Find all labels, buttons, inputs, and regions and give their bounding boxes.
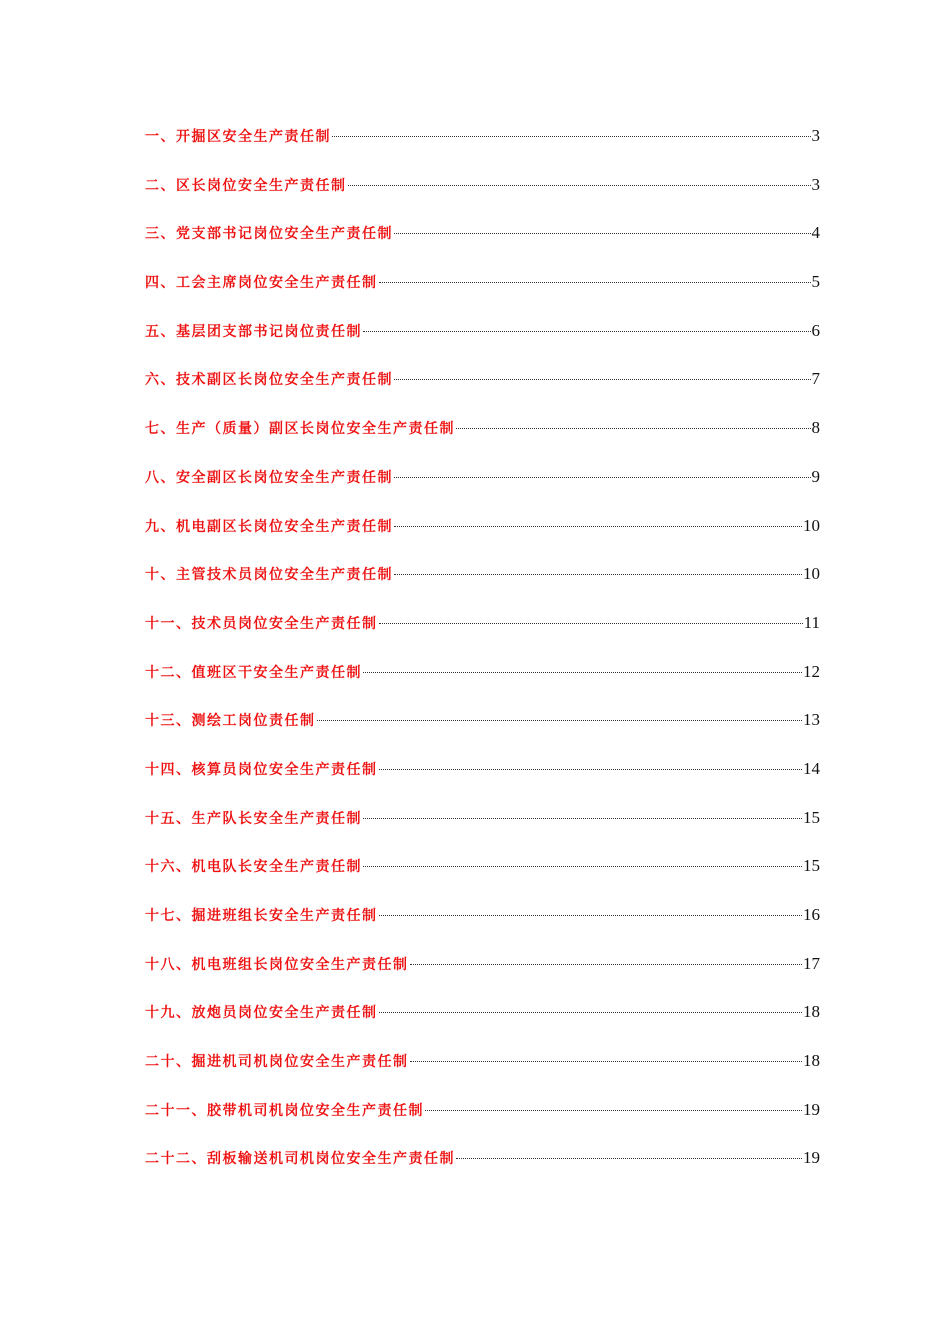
toc-entry-page-number: 7 (811, 369, 820, 389)
table-of-contents (145, 124, 820, 1195)
toc-entry[interactable] (145, 952, 820, 1001)
toc-entry-page-number: 10 (803, 515, 820, 535)
toc-leader-dots (410, 964, 803, 965)
toc-leader-dots (394, 477, 811, 478)
toc-entry-page-number: 18 (803, 1002, 820, 1022)
toc-entry-title[interactable]: 十六、机电队长安全生产责任制 (145, 859, 362, 876)
toc-entry[interactable] (145, 757, 820, 806)
toc-entry-page-number: 18 (803, 1051, 820, 1071)
toc-entry-page-number: 4 (811, 223, 820, 243)
toc-entry-title[interactable]: 十九、放炮员岗位安全生产责任制 (145, 1005, 378, 1022)
toc-entry-page-number: 19 (803, 1099, 820, 1119)
toc-entry-title[interactable]: 二、区长岗位安全生产责任制 (145, 177, 347, 194)
toc-entry-title[interactable]: 二十、掘进机司机岗位安全生产责任制 (145, 1054, 409, 1071)
toc-entry[interactable] (145, 854, 820, 903)
toc-leader-dots (379, 769, 803, 770)
toc-entry-title[interactable]: 十一、技术员岗位安全生产责任制 (145, 615, 378, 632)
toc-entry[interactable] (145, 514, 820, 563)
toc-entry[interactable] (145, 1000, 820, 1049)
toc-leader-dots (456, 428, 811, 429)
toc-entry[interactable] (145, 806, 820, 855)
toc-entry[interactable] (145, 1049, 820, 1098)
toc-entry[interactable] (145, 465, 820, 514)
toc-entry-title[interactable]: 十、主管技术员岗位安全生产责任制 (145, 567, 393, 584)
toc-entry-title[interactable]: 四、工会主席岗位安全生产责任制 (145, 275, 378, 292)
toc-entry[interactable] (145, 660, 820, 709)
toc-entry-title[interactable]: 九、机电副区长岗位安全生产责任制 (145, 518, 393, 535)
toc-leader-dots (394, 233, 811, 234)
toc-leader-dots (394, 574, 802, 575)
toc-entry-title[interactable]: 一、开掘区安全生产责任制 (145, 129, 331, 145)
toc-entry[interactable] (145, 416, 820, 465)
toc-leader-dots (379, 623, 803, 624)
toc-entry[interactable] (145, 562, 820, 611)
toc-entry-title[interactable]: 二十一、胶带机司机岗位安全生产责任制 (145, 1102, 424, 1119)
toc-entry-page-number: 11 (803, 612, 820, 632)
toc-entry-title[interactable]: 三、党支部书记岗位安全生产责任制 (145, 226, 393, 243)
toc-entry[interactable] (145, 611, 820, 660)
toc-entry-page-number: 14 (803, 758, 820, 778)
toc-leader-dots (379, 282, 811, 283)
toc-leader-dots (379, 1012, 803, 1013)
toc-entry[interactable] (145, 319, 820, 368)
toc-entry-page-number: 13 (803, 710, 820, 730)
toc-entry[interactable] (145, 270, 820, 319)
toc-entry-page-number: 15 (803, 856, 820, 876)
toc-leader-dots (425, 1110, 802, 1111)
toc-leader-dots (394, 526, 802, 527)
toc-entry-page-number: 9 (811, 466, 820, 486)
toc-entry-title[interactable]: 十三、测绘工岗位责任制 (145, 713, 316, 730)
toc-entry[interactable] (145, 124, 820, 173)
toc-entry-title[interactable]: 七、生产（质量）副区长岗位安全生产责任制 (145, 421, 455, 438)
toc-leader-dots (363, 331, 811, 332)
toc-leader-dots (394, 379, 811, 380)
toc-entry-page-number: 6 (811, 320, 820, 340)
toc-entry[interactable] (145, 367, 820, 416)
toc-entry-title[interactable]: 十八、机电班组长岗位安全生产责任制 (145, 956, 409, 973)
toc-leader-dots (363, 672, 802, 673)
toc-entry-page-number: 5 (811, 272, 820, 292)
toc-leader-dots (348, 185, 811, 186)
toc-leader-dots (332, 136, 811, 137)
toc-entry-title[interactable]: 五、基层团支部书记岗位责任制 (145, 323, 362, 340)
toc-leader-dots (363, 866, 802, 867)
toc-entry-page-number: 3 (811, 126, 820, 145)
toc-entry-title[interactable]: 十七、掘进班组长安全生产责任制 (145, 908, 378, 924)
toc-entry[interactable] (145, 1146, 820, 1195)
toc-leader-dots (317, 720, 803, 721)
toc-entry-page-number: 8 (811, 418, 820, 438)
toc-entry-title[interactable]: 二十二、刮板输送机司机岗位安全生产责任制 (145, 1151, 455, 1168)
toc-entry-title[interactable]: 十四、核算员岗位安全生产责任制 (145, 761, 378, 778)
toc-entry-title[interactable]: 十五、生产队长安全生产责任制 (145, 810, 362, 827)
toc-entry[interactable] (145, 1098, 820, 1147)
toc-entry-title[interactable]: 六、技术副区长岗位安全生产责任制 (145, 372, 393, 389)
toc-entry-page-number: 17 (803, 953, 820, 973)
toc-entry[interactable] (145, 903, 820, 952)
toc-entry-page-number: 10 (803, 564, 820, 584)
toc-leader-dots (363, 818, 802, 819)
toc-leader-dots (379, 915, 803, 916)
toc-entry-page-number: 12 (803, 661, 820, 681)
toc-entry-page-number: 16 (803, 905, 820, 924)
toc-leader-dots (410, 1061, 803, 1062)
toc-entry-title[interactable]: 八、安全副区长岗位安全生产责任制 (145, 469, 393, 486)
toc-entry-page-number: 19 (803, 1148, 820, 1168)
toc-entry[interactable] (145, 708, 820, 757)
toc-entry-page-number: 3 (811, 174, 820, 194)
toc-leader-dots (456, 1158, 802, 1159)
toc-entry-title[interactable]: 十二、值班区干安全生产责任制 (145, 664, 362, 681)
toc-entry[interactable] (145, 173, 820, 222)
toc-entry-page-number: 15 (803, 807, 820, 827)
toc-entry[interactable] (145, 221, 820, 270)
